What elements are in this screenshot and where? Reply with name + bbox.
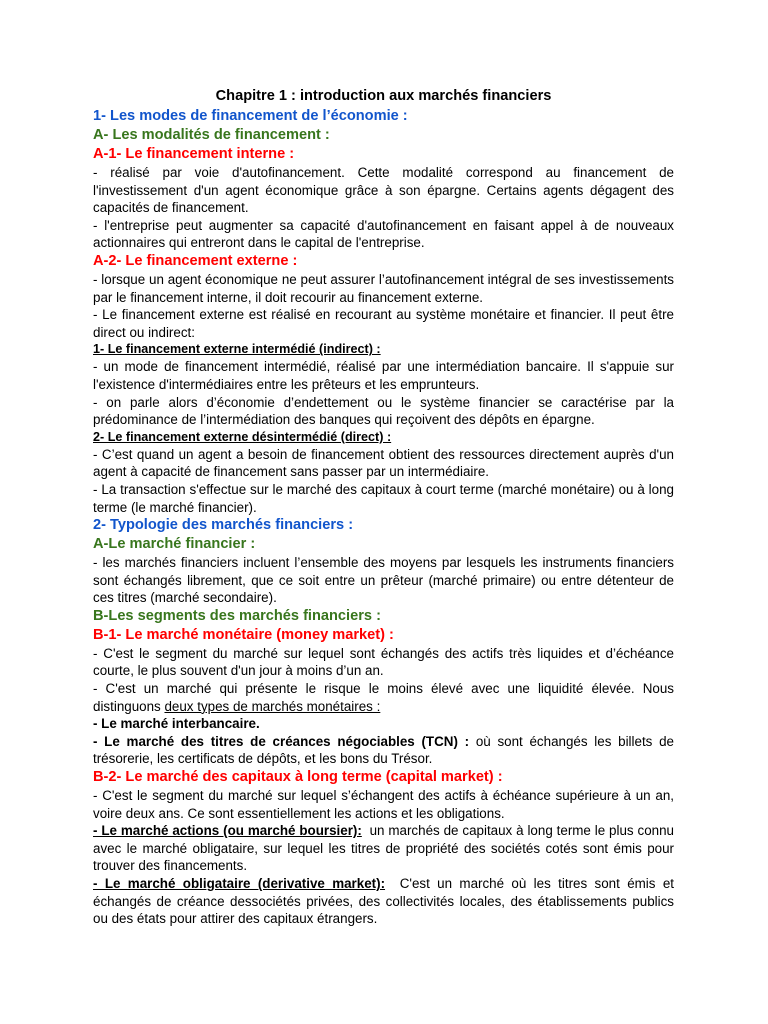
paragraph: - Le financement externe est réalisé en recourant au système monétaire et financier. Il peut être direct ou indirect: — [93, 307, 674, 340]
item-label: - Le marché des titres de créances négociables (TCN) : — [93, 733, 470, 749]
section-b2-heading: B-2- Le marché des capitaux à long terme (capital market) : — [93, 769, 503, 786]
list-item: - Le marché interbancaire. — [93, 716, 260, 732]
section-2b-heading: B-Les segments des marchés financiers : — [93, 607, 381, 624]
list-item — [93, 733, 674, 768]
item-text: un marchés de capitaux à long terme le plus connu avec le marché obligataire, sur lequel les titres de propriété des sociétés cotés sont émis pour trouver des financements. — [93, 823, 678, 874]
section-a-heading: A- Les modalités de financement : — [93, 127, 330, 143]
paragraph: - C'est le segment du marché sur lequel s’échangent des actifs à échéance supérieure à un an, voire deux ans. Ce sont essentiellement les actions et les obligations. — [93, 788, 674, 821]
section-a1-heading: A-1- Le financement interne : — [93, 146, 295, 162]
section-2-heading: 2- Typologie des marchés financiers : — [93, 517, 354, 534]
paragraph: - les marchés financiers incluent l’ensemble des moyens par lesquels les instruments financiers sont échangés librement, que ce soit entre un prêteur (marché primaire) ou entre détenteur de ces titres (marché secondaire). — [93, 555, 674, 606]
paragraph: - C'est le segment du marché sur lequel sont échangés des actifs très liquides et d’échéance courte, le plus souvent d'un jour à moins d’un an. — [93, 645, 674, 679]
item-text: C'est un marché où les titres sont émis et échangés de créance dessociétés privées, des collectivités locales, des établissements publics ou des états pour attirer des capitaux étrangers. — [93, 876, 678, 927]
subsection-heading: 1- Le financement externe intermédié (indirect) : — [93, 342, 381, 357]
section-1-heading: 1- Les modes de financement de l’économie : — [93, 108, 408, 124]
document-page — [93, 87, 678, 928]
item-text: où sont échangés les billets de trésorerie, les certificats de dépôts, et les bons du Trésor. — [93, 733, 674, 767]
chapter-title: Chapitre 1 : introduction aux marchés financiers — [215, 88, 552, 104]
section-2a-heading: A-Le marché financier : — [93, 536, 256, 553]
paragraph: - on parle alors d’économie d’endettement ou le système financier se caractérise par la prédominance de l’intermédiation des banques qui reçoivent des dépôts en épargne. — [93, 394, 674, 428]
section-b1-heading: B-1- Le marché monétaire (money market) : — [93, 626, 394, 643]
section-a2-heading: A-2- Le financement externe : — [93, 252, 298, 269]
paragraph — [93, 680, 674, 715]
paragraph: - lorsque un agent économique ne peut assurer l’autofinancement intégral de ses investissements par le financement interne, il doit recourir au financement externe. — [93, 271, 674, 305]
item-label: - Le marché actions (ou marché boursier): — [93, 823, 362, 839]
item-label: - Le marché obligataire (derivative market): — [93, 876, 386, 891]
underlined-text: deux types de marchés monétaires : — [164, 698, 381, 714]
paragraph: - réalisé par voie d'autofinancement. Cette modalité correspond au financement de l'investissement d'un agent économique grâce à son épargne. Certains agents dégagent des capacités de financement. — [93, 165, 674, 216]
paragraph: - l'entreprise peut augmenter sa capacité d'autofinancement en faisant appel à de nouveaux actionnaires qui entreront dans le capital de l'entreprise. — [93, 217, 674, 251]
paragraph: - C’est quand un agent a besoin de financement obtient des ressources directement auprès d'un agent à capacité de financement sans passer par un intermédiaire. — [93, 446, 674, 480]
paragraph: - un mode de financement intermédié, réalisé par une intermédiation bancaire. Il s'appuie sur l'existence d'intermédiaires entre les prêteurs et les emprunteurs. — [93, 359, 674, 392]
paragraph: - La transaction s'effectue sur le marché des capitaux à court terme (marché monétaire) ou à long terme (le marché financier). — [93, 481, 674, 515]
list-item — [93, 822, 678, 875]
paragraph-text: - C'est un marché qui présente le risque le moins élevé avec une liquidité élevée. Nous distinguons — [93, 681, 674, 714]
subsection-heading: 2- Le financement externe désintermédié (direct) : — [93, 429, 392, 444]
list-item — [93, 875, 678, 928]
